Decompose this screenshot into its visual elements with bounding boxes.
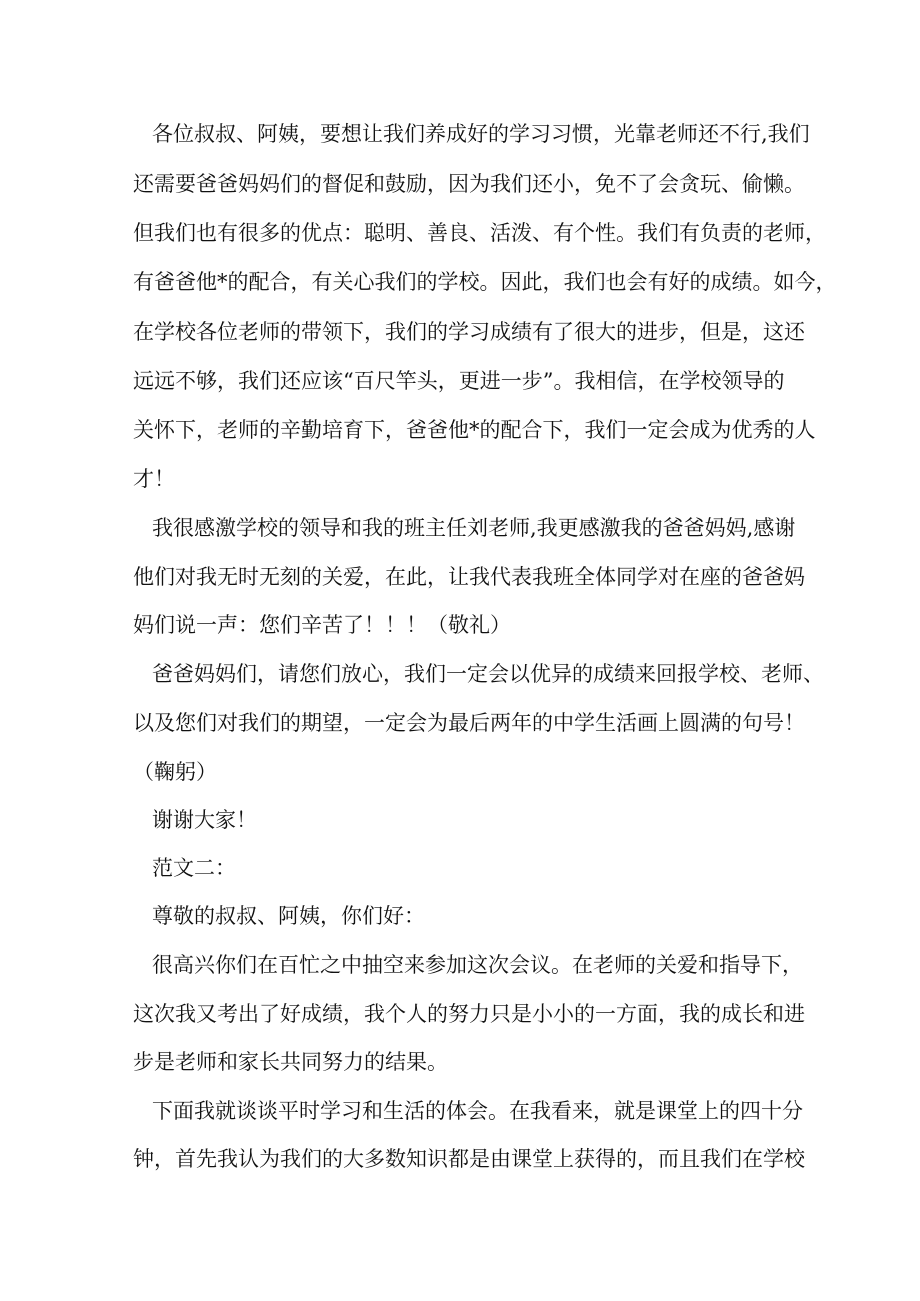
text-line: 关怀下，老师的辛勤培育下，爸爸他*的配合下，我们一定会成为优秀的人 <box>133 418 816 442</box>
text-line: 下面我就谈谈平时学习和生活的体会。在我看来，就是课堂上的四十分 <box>152 1099 803 1123</box>
text-line: 这次我又考出了好成绩，我个人的努力只是小小的一方面，我的成长和进 <box>133 1002 805 1026</box>
text-line: 在学校各位老师的带领下，我们的学习成绩有了很大的进步，但是，这还 <box>133 320 805 344</box>
text-line: 以及您们对我们的期望，一定会为最后两年的中学生活画上圆满的句号！ <box>133 711 805 735</box>
text-line: 钟，首先我认为我们的大多数知识都是由课堂上获得的，而且我们在学校 <box>133 1147 805 1171</box>
text-line: 还需要爸爸妈妈们的督促和鼓励，因为我们还小，免不了会贪玩、偷懒。 <box>133 172 805 196</box>
text-line: 步是老师和家长共同努力的结果。 <box>133 1050 448 1074</box>
text-line: 尊敬的叔叔、阿姨，你们好： <box>152 904 425 928</box>
text-line: 远远不够，我们还应该“百尺竿头，更进一步”。我相信，在学校领导的 <box>133 369 785 393</box>
text-line: 他们对我无时无刻的关爱，在此，让我代表我班全体同学对在座的爸爸妈 <box>133 565 805 589</box>
text-line: 各位叔叔、阿姨，要想让我们养成好的学习习惯，光靠老师还不行,我们 <box>152 122 810 146</box>
text-line: 我很感激学校的领导和我的班主任刘老师,我更感激我的爸爸妈妈,感谢 <box>152 516 796 540</box>
text-line: 范文二： <box>152 856 236 880</box>
text-line: 但我们也有很多的优点：聪明、善良、活泼、有个性。我们有负责的老师， <box>133 221 826 245</box>
text-line: 才！ <box>133 467 175 491</box>
text-line: 妈们说一声：您们辛苦了！！！（敬礼） <box>133 613 511 637</box>
text-line: 很高兴你们在百忙之中抽空来参加这次会议。在老师的关爱和指导下， <box>152 953 803 977</box>
text-line: 爸爸妈妈们，请您们放心，我们一定会以优异的成绩来回报学校、老师、 <box>152 662 824 686</box>
text-line: （鞠躬） <box>133 760 217 784</box>
text-line: 谢谢大家！ <box>152 808 257 832</box>
text-line: 有爸爸他*的配合，有关心我们的学校。因此，我们也会有好的成绩。如今， <box>133 270 837 294</box>
